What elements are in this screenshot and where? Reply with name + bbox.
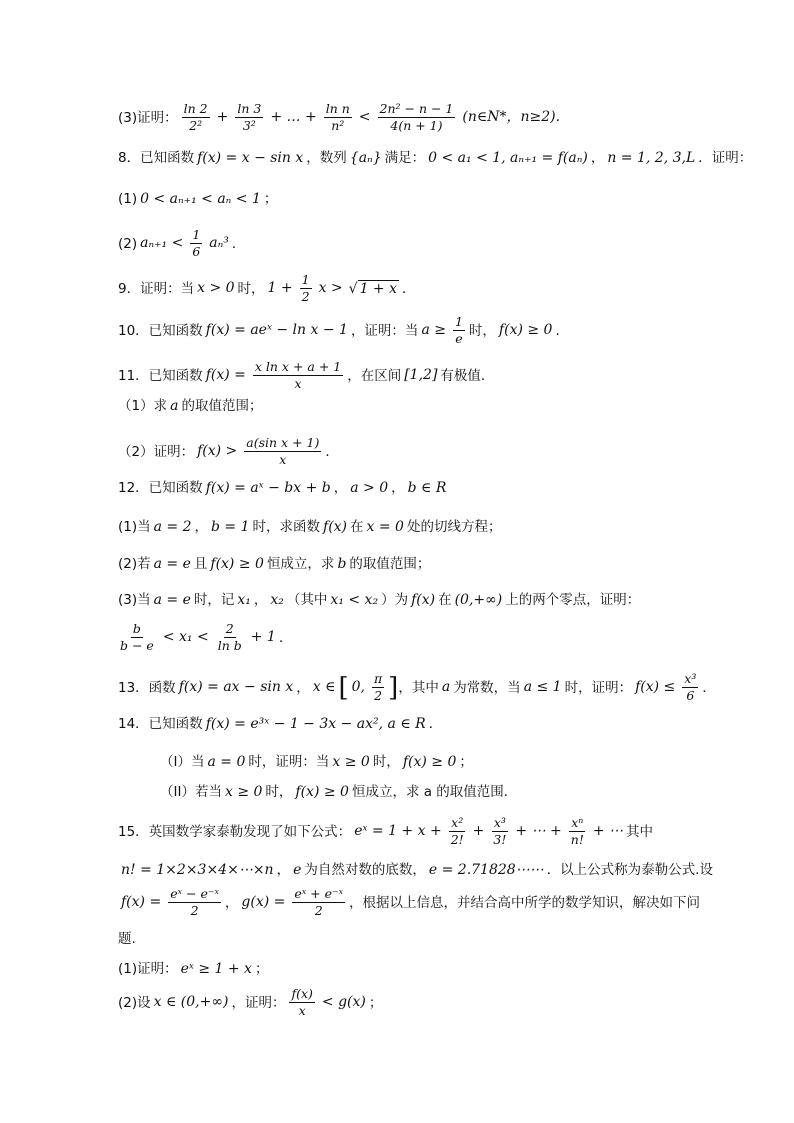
text: ）为	[381, 592, 409, 609]
text: (2)	[118, 235, 138, 252]
text: 时，	[468, 322, 496, 339]
numerator: b	[131, 622, 143, 638]
text: ，	[253, 592, 268, 609]
text: 时，	[372, 754, 400, 771]
math: n = 1, 2, 3,L	[607, 150, 696, 166]
fraction	[300, 273, 312, 305]
math: f(x) = aˣ − bx + b	[205, 480, 331, 496]
text: （2）证明：	[118, 443, 195, 460]
left-bracket: [	[338, 672, 349, 703]
fraction	[292, 887, 345, 919]
problem-12-part-1	[118, 519, 754, 536]
numerator: 2n² − n − 1	[378, 102, 456, 118]
math: f(x) =	[121, 894, 162, 911]
denominator: x	[294, 376, 302, 392]
math: f(x)	[323, 519, 348, 535]
math: 0 < a₁ < 1, aₙ₊₁ = f(aₙ)	[428, 150, 588, 166]
text: ，	[276, 862, 291, 879]
problem-11	[118, 360, 754, 392]
math: aₙ³	[209, 235, 229, 252]
math: f(x) ≤	[635, 679, 676, 696]
math: x ≥ 0	[332, 754, 370, 770]
math: x₂	[270, 592, 284, 608]
problem-15	[118, 816, 754, 848]
math: + 1	[250, 629, 276, 646]
text: 时，证明：	[564, 679, 633, 696]
fraction	[324, 102, 352, 134]
text: ．	[402, 280, 416, 297]
problem-15-part-1	[118, 961, 754, 978]
text: ，数列	[306, 150, 347, 167]
fraction	[182, 102, 210, 134]
math: f(x) ≥ 0	[402, 754, 457, 770]
math: a = e	[153, 556, 191, 572]
math: b	[337, 556, 347, 572]
math: + … +	[270, 109, 317, 126]
text: ．	[231, 235, 246, 252]
text: 10．已知函数	[118, 322, 203, 339]
numerator: xⁿ	[569, 816, 585, 832]
math: f(x) ≥ 0	[210, 556, 264, 572]
math: f(x) =	[205, 367, 246, 384]
numerator: 1	[300, 273, 312, 289]
math: f(x) ≥ 0	[498, 322, 553, 339]
text: (1)证明：	[118, 961, 178, 978]
text: .	[278, 629, 284, 646]
text: 时，	[237, 280, 265, 297]
math: 1 +	[267, 280, 293, 297]
math: f(x) = ax − sin x	[178, 679, 294, 696]
math: a = 0	[207, 754, 246, 770]
fraction	[378, 102, 456, 134]
text: .	[555, 322, 560, 339]
numerator: ln n	[324, 102, 352, 118]
math: + ⋯	[592, 823, 624, 840]
numerator: x³	[492, 816, 508, 832]
numerator: ln 2	[182, 102, 210, 118]
text: ；	[368, 994, 383, 1011]
numerator: x³	[682, 672, 698, 688]
text: 在	[438, 592, 452, 609]
numerator: 2	[224, 622, 236, 638]
text: ．以上公式称为泰勒公式.设	[546, 862, 713, 879]
text: ，证明：	[231, 994, 286, 1011]
text: ，	[224, 894, 239, 911]
math: +	[472, 823, 485, 840]
math: (0,+∞)	[454, 592, 503, 608]
problem-8	[118, 150, 754, 167]
text: ，其中	[398, 679, 439, 696]
text: 13．函数	[118, 679, 176, 696]
radicand: 1 + x	[359, 280, 398, 297]
math: [1,2]	[404, 367, 438, 384]
text: ．	[428, 716, 443, 733]
denominator: n!	[570, 832, 584, 848]
text: ，	[391, 480, 405, 497]
text: ；	[254, 961, 269, 978]
math: x₁ < x₂	[330, 592, 379, 608]
problem-12-part-3-inequality	[114, 622, 754, 654]
numerator: x ln x + a + 1	[253, 360, 343, 376]
fraction	[216, 622, 244, 654]
text: 8．已知函数	[118, 150, 195, 167]
math: x >	[318, 280, 343, 297]
fraction	[118, 622, 156, 654]
denominator: x	[298, 1003, 306, 1019]
text: 时，证明：当	[248, 754, 330, 771]
problem-11-part-2	[118, 436, 754, 468]
text: ；	[263, 191, 278, 208]
numerator: eˣ − e⁻ˣ	[168, 887, 221, 903]
text: 11．已知函数	[118, 367, 203, 384]
problem-12-part-2	[118, 556, 754, 573]
problem-13	[118, 672, 754, 704]
math: n! = 1×2×3×4×⋯×n	[121, 862, 274, 878]
math: e	[293, 862, 302, 878]
radical-sign: √	[348, 280, 358, 297]
math: e = 2.71828⋯⋯	[428, 862, 544, 878]
math: f(x) >	[197, 443, 238, 460]
problem-15-continued	[118, 931, 754, 947]
text: 恒成立，求	[266, 556, 335, 573]
problem-15-definitions	[118, 862, 754, 879]
math: f(x) = e³ˣ − 1 − 3x − ax², a ∈ R	[205, 716, 426, 732]
text: (2)若	[118, 556, 151, 573]
problem-14-part-2	[160, 784, 754, 801]
math: x ∈ (0,+∞)	[153, 994, 229, 1011]
math: eˣ ≥ 1 + x	[180, 961, 252, 977]
numerator: π	[372, 672, 384, 688]
fraction	[491, 816, 508, 848]
denominator: 2²	[189, 118, 203, 134]
denominator: e	[455, 331, 463, 347]
problem-10	[118, 315, 754, 347]
denominator: 6	[192, 244, 201, 260]
math: x ≥ 0	[224, 784, 263, 800]
math: eˣ = 1 + x +	[354, 823, 442, 840]
text: (3)当	[118, 592, 151, 609]
text: ；	[459, 754, 473, 771]
text: ，	[590, 150, 605, 167]
numerator: 1	[190, 228, 202, 244]
math: (n∈N*，n≥2).	[462, 109, 561, 126]
text: (1)当	[118, 519, 151, 536]
text: 14．已知函数	[118, 716, 203, 733]
math: 0,	[351, 679, 365, 696]
math: f(x) ≥ 0	[295, 784, 349, 800]
fraction	[190, 228, 202, 260]
problem-12-part-3	[118, 592, 754, 609]
text: 15．英国数学家泰勒发现了如下公式：	[118, 823, 352, 840]
text: ，根据以上信息，并结合高中所学的数学知识，解决如下问	[349, 894, 701, 911]
fraction	[682, 672, 698, 704]
text: ．	[702, 679, 716, 696]
fraction	[289, 987, 314, 1019]
text: ．证明：	[698, 150, 753, 167]
text: 12．已知函数	[118, 480, 203, 497]
problem-15-functions	[118, 887, 754, 919]
numerator: 1	[453, 315, 465, 331]
math: b ∈ R	[407, 480, 447, 496]
math: +	[216, 109, 229, 126]
denominator: 2	[314, 903, 323, 919]
math: {aₙ}	[349, 150, 382, 166]
text: ，	[194, 519, 209, 536]
text: 恒成立，求 a 的取值范围．	[351, 784, 518, 801]
math: a	[170, 398, 179, 414]
math: b = 1	[211, 519, 250, 535]
text: 其中	[626, 823, 654, 840]
text: 时，记	[193, 592, 235, 609]
fraction	[235, 102, 263, 134]
right-bracket: ]	[388, 672, 399, 703]
text: ，证明：当	[350, 322, 419, 339]
text: 处的切线方程；	[406, 519, 502, 536]
denominator: 3²	[242, 118, 256, 134]
text: ，	[333, 480, 348, 497]
fraction	[449, 816, 466, 848]
math: + ⋯ +	[515, 823, 562, 840]
square-root	[349, 280, 399, 298]
math: f(x)	[411, 592, 436, 608]
denominator: 2	[374, 688, 383, 704]
math: a	[441, 679, 451, 696]
math: aₙ₊₁ <	[140, 235, 184, 252]
problem-7-part-3	[118, 102, 754, 134]
text: 为常数，当	[453, 679, 521, 696]
text: (3)证明：	[118, 109, 178, 126]
math: x ∈	[312, 679, 336, 696]
text: 上的两个零点，证明：	[505, 592, 641, 609]
text: 的取值范围；	[181, 398, 263, 415]
fraction	[244, 436, 321, 468]
fraction	[253, 360, 343, 392]
math: f(x) = aeˣ − ln x − 1	[205, 322, 348, 339]
fraction	[453, 315, 465, 347]
math: a ≤ 1	[523, 679, 562, 696]
text: （I）当	[160, 754, 205, 771]
problem-12	[118, 480, 754, 497]
math: <	[358, 109, 371, 126]
denominator: ln b	[217, 638, 242, 654]
text: 为自然对数的底数，	[304, 862, 426, 879]
denominator: 2!	[450, 832, 464, 848]
text: (2)设	[118, 994, 151, 1011]
denominator: 2	[301, 289, 310, 305]
text: ，在区间	[347, 367, 402, 384]
denominator: 3!	[493, 832, 507, 848]
text: 的取值范围；	[349, 556, 431, 573]
text: 时，	[265, 784, 293, 801]
math: a = 2	[153, 519, 192, 535]
math: < g(x)	[321, 994, 366, 1011]
text: ，	[296, 679, 310, 696]
text: 9．证明：当	[118, 280, 195, 297]
text: (1)	[118, 191, 138, 208]
denominator: 2	[190, 903, 199, 919]
problem-15-part-2	[118, 987, 754, 1019]
math: a > 0	[350, 480, 389, 496]
math: x₁	[237, 592, 251, 608]
numerator: ln 3	[235, 102, 263, 118]
math: x = 0	[366, 519, 404, 535]
numerator: a(sin x + 1)	[244, 436, 321, 452]
text: 题.	[118, 931, 136, 947]
math: a ≥	[421, 322, 446, 339]
math: < x₁ <	[162, 629, 209, 646]
math: g(x) =	[241, 894, 286, 911]
denominator: n²	[331, 118, 345, 134]
denominator: x	[279, 452, 287, 468]
text: ．	[325, 443, 339, 460]
problem-14-part-1	[160, 754, 754, 771]
fraction	[569, 816, 586, 848]
text: （II）若当	[160, 784, 222, 801]
numerator: eˣ + e⁻ˣ	[292, 887, 345, 903]
math: x > 0	[197, 280, 235, 297]
denominator: 6	[686, 688, 695, 704]
problem-8-part-2	[118, 228, 754, 260]
text: 在	[350, 519, 364, 536]
denominator: 4(n + 1)	[390, 118, 443, 134]
text: 时，求函数	[252, 519, 321, 536]
fraction	[168, 887, 221, 919]
text: 满足：	[384, 150, 426, 167]
math: a = e	[153, 592, 191, 608]
math: f(x) = x − sin x	[197, 150, 304, 166]
math: 0 < aₙ₊₁ < aₙ < 1	[140, 191, 261, 207]
numerator: x²	[449, 816, 465, 832]
text: 有极值．	[440, 367, 495, 384]
fraction	[372, 672, 384, 704]
problem-8-part-1	[118, 191, 754, 208]
text: 且	[193, 556, 208, 573]
numerator: f(x)	[289, 987, 314, 1003]
denominator: b − e	[120, 638, 154, 654]
problem-9	[118, 273, 754, 305]
problem-11-part-1	[118, 398, 754, 415]
problem-14	[118, 716, 754, 733]
text: （1）求	[118, 398, 168, 415]
text: （其中	[286, 592, 328, 609]
